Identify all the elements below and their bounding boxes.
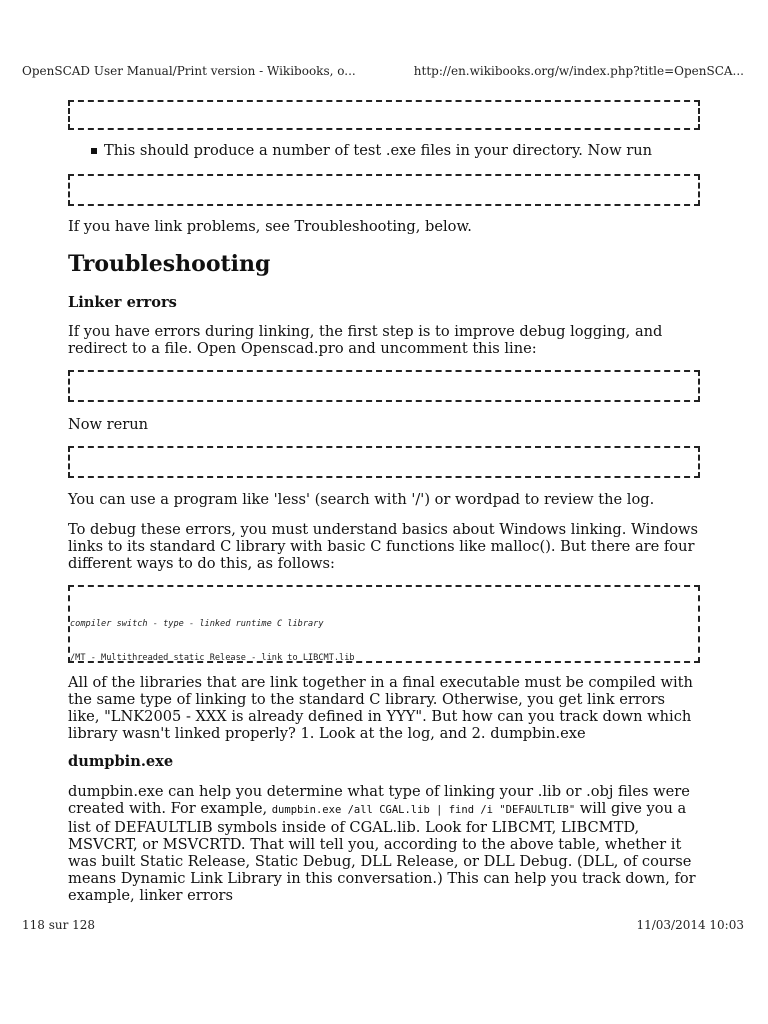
paragraph-libraries: All of the libraries that are link together in a final executable must be compiled with the same type of linking to the standard C library. Otherwise, you get link errors like, "LNK2005 - XXX is already defined in YYY". But how can you track down which library wasn't linked properly? 1. Look at the log, and 2. dumpbin.exe — [68, 674, 693, 742]
code-line: compiler switch - type - linked runtime C library — [70, 618, 324, 629]
list-item: This should produce a number of test .exe files in your directory. Now run — [68, 142, 700, 159]
paragraph-dumpbin — [68, 783, 700, 904]
bullet-list — [68, 142, 700, 159]
paragraph-dumpbin-text-cont: will give you a list of DEFAULTLIB symbols inside of CGAL.lib. Look for LIBCMT, LIBCMTD, MSVCRT, or MSVCRTD. That will tell you, according to the above table, whether it was built Static Release, Static Debug, DLL Release, or DLL Debug. (DLL, of course means Dynamic Link Library in this conversation.) This can help you track down, for example, linker errors — [68, 800, 696, 904]
paragraph-dumpbin-text: dumpbin.exe can help you determine what type of linking your .lib or .obj files were created with. For example, — [68, 783, 690, 817]
code-block-ctest — [68, 174, 700, 206]
heading-troubleshooting: Troubleshooting — [68, 251, 271, 277]
paragraph-linker-intro: If you have errors during linking, the first step is to improve debug logging, and redirect to a file. Open Openscad.pro and uncomment this line: — [68, 323, 663, 357]
paragraph-now-rerun: Now rerun — [68, 416, 149, 433]
page-number: 118 sur 128 — [22, 918, 96, 932]
paragraph-link-problems: If you have link problems, see Troubleshooting, below. — [68, 218, 472, 235]
paragraph-review-log: You can use a program like 'less' (search with '/') or wordpad to review the log. — [68, 491, 655, 508]
print-timestamp: 11/03/2014 10:03 — [636, 918, 744, 932]
code-block-qmake-lflags — [68, 370, 700, 402]
code-block-nmake-release — [68, 446, 700, 478]
code-block-nmake — [68, 100, 700, 130]
code-line: /MT - Multithreaded static Release - link to LIBCMT.lib — [70, 653, 355, 663]
page-header-url: http://en.wikibooks.org/w/index.php?title=OpenSCA... — [413, 64, 744, 78]
paragraph-windows-linking: To debug these errors, you must understand basics about Windows linking. Windows links to its standard C library with basic C functions like malloc(). But there are four different ways to do this, as follows: — [68, 521, 698, 572]
code-block-compiler-switches — [68, 585, 700, 663]
heading-dumpbin: dumpbin.exe — [68, 753, 174, 770]
inline-code-dumpbin: dumpbin.exe /all CGAL.lib | find /i "DEFAULTLIB" — [271, 804, 576, 816]
heading-linker-errors: Linker errors — [68, 294, 177, 311]
page-header-title: OpenSCAD User Manual/Print version - Wikibooks, o... — [22, 64, 356, 78]
